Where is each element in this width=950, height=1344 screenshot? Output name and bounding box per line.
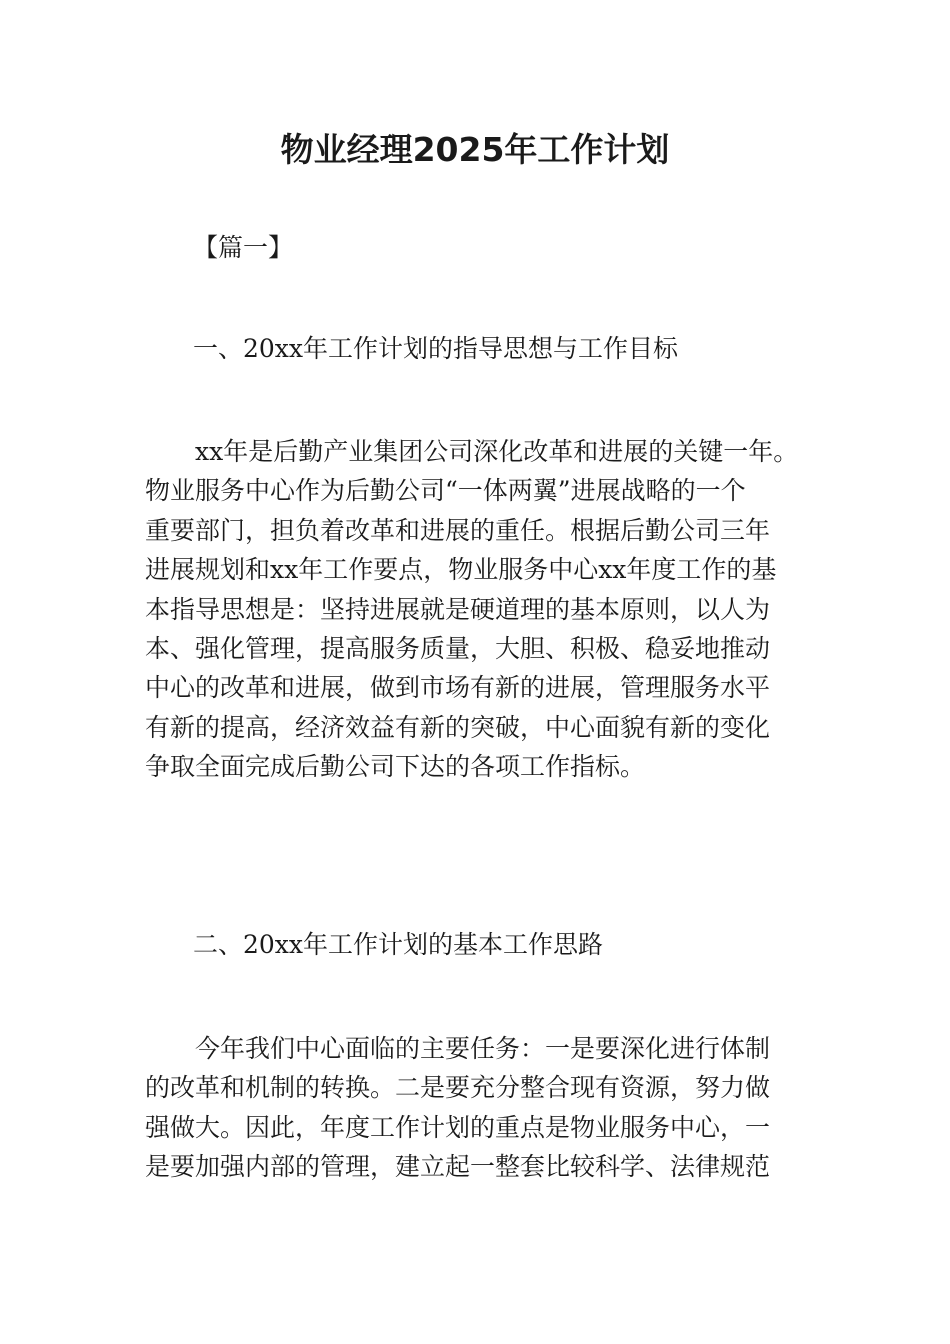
section-tag: 【篇一】 <box>193 233 294 262</box>
paragraph-line: 的改革和机制的转换。二是要充分整合现有资源，努力做 <box>145 1073 771 1103</box>
paragraph-line: 本指导思想是：坚持进展就是硬道理的基本原则，以人为 <box>145 594 771 624</box>
paragraph-line: 重要部门，担负着改革和进展的重任。根据后勤公司三年 <box>145 515 771 545</box>
paragraph-line: 本、强化管理，提高服务质量，大胆、积极、稳妥地推动 <box>145 633 771 663</box>
paragraph-line: xx年是后勤产业集团公司深化改革和进展的关键一年。 <box>145 437 799 466</box>
paragraph-line: 强做大。因此，年度工作计划的重点是物业服务中心，一 <box>145 1112 771 1142</box>
paragraph-line: 物业服务中心作为后勤公司“一体两翼”进展战略的一个 <box>145 476 746 506</box>
paragraph-1 <box>145 432 810 787</box>
paragraph-line: 争取全面完成后勤公司下达的各项工作指标。 <box>145 752 646 782</box>
paragraph-line: 进展规划和xx年工作要点，物业服务中心xx年度工作的基 <box>145 555 777 585</box>
paragraph-line: 今年我们中心面临的主要任务：一是要深化进行体制 <box>145 1034 771 1063</box>
paragraph-line: 是要加强内部的管理，建立起一整套比较科学、法律规范 <box>145 1152 771 1182</box>
paragraph-line: 中心的改革和进展，做到市场有新的进展，管理服务水平 <box>145 673 771 703</box>
section-heading-2: 二、20xx年工作计划的基本工作思路 <box>193 930 604 959</box>
paragraph-line: 有新的提高，经济效益有新的突破，中心面貌有新的变化 <box>145 712 771 742</box>
document-title: 物业经理2025年工作计划 <box>280 130 670 169</box>
section-heading-1: 一、20xx年工作计划的指导思想与工作目标 <box>193 334 679 363</box>
paragraph-2 <box>145 1029 810 1187</box>
